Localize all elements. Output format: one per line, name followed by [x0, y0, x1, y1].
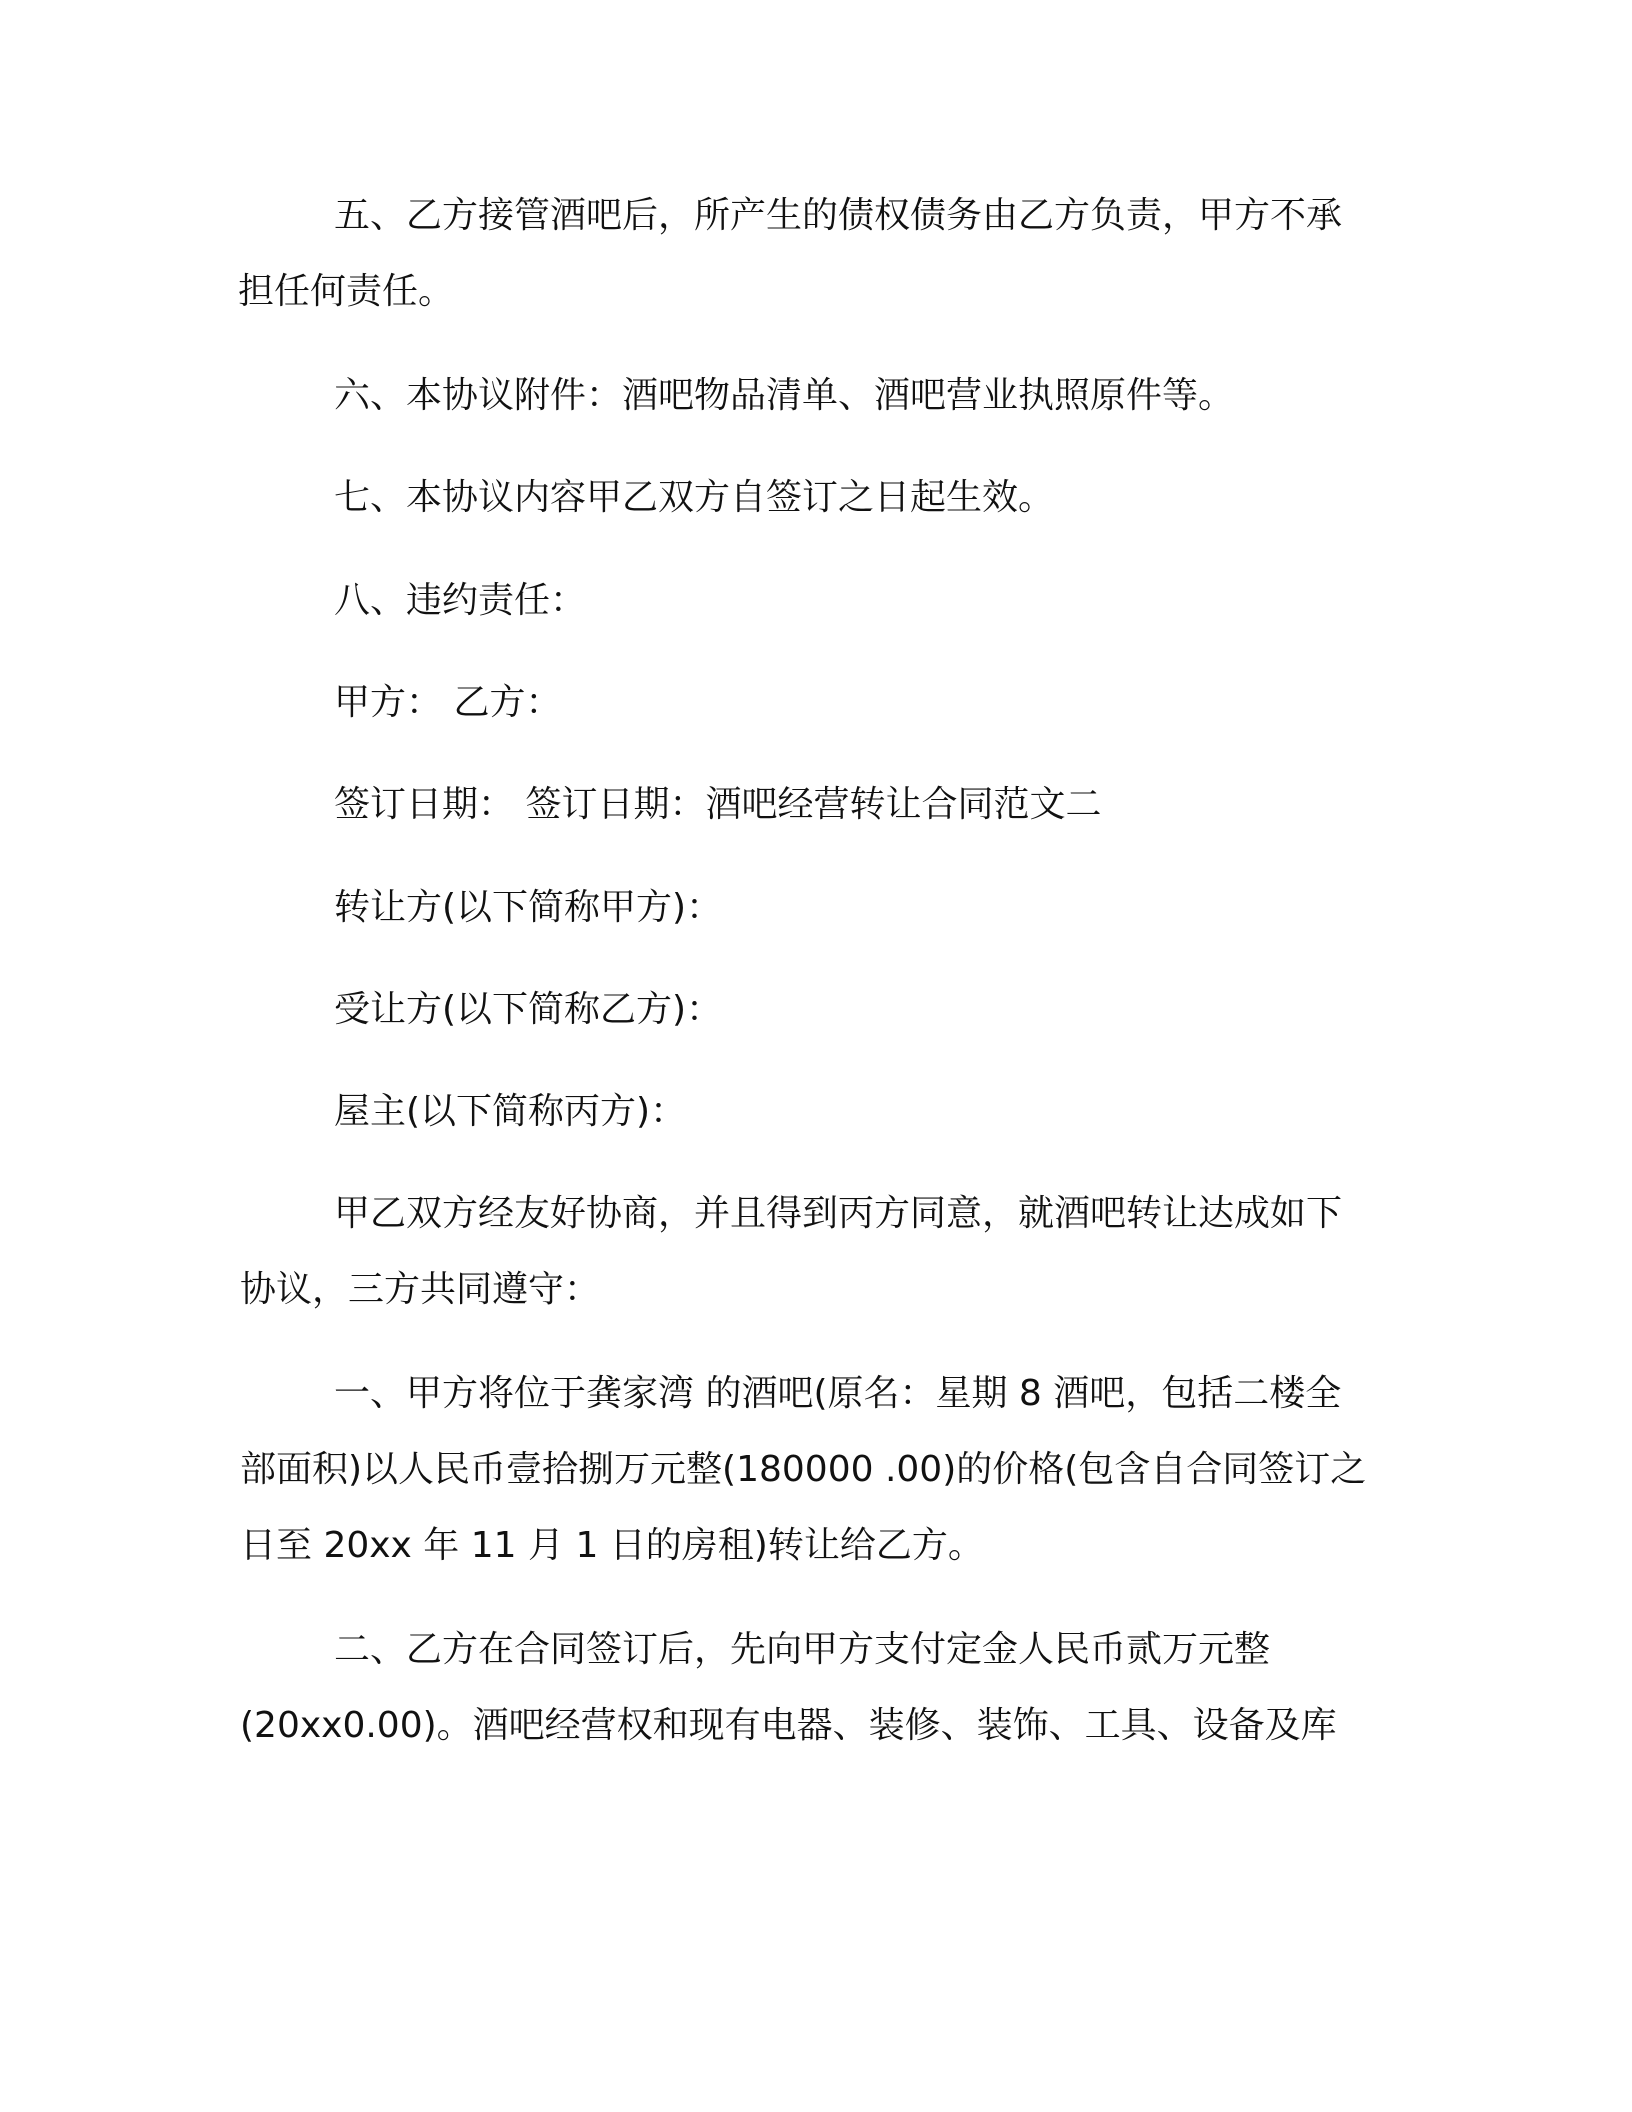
- clause-1: [240, 1356, 1380, 1584]
- clause-1-line-3: 日至 20xx 年 11 月 1 日的房租)转让给乙方。: [240, 1525, 984, 1566]
- clause-8: [240, 563, 1380, 639]
- clause-5: [240, 178, 1380, 330]
- clause-5-line-2: 担任何责任。: [238, 271, 455, 312]
- preamble-line-2: 协议，三方共同遵守：: [240, 1269, 601, 1310]
- clause-2-line-2: (20xx0.00)。酒吧经营权和现有电器、装修、装饰、工具、设备及库: [240, 1705, 1337, 1746]
- clause-1-line-1: 一、甲方将位于龚家湾 的酒吧(原名：星期 8 酒吧，包括二楼全: [334, 1373, 1342, 1414]
- clause-8-line-1: 八、违约责任：: [334, 580, 587, 621]
- owner-text: 屋主(以下简称丙方)：: [334, 1091, 687, 1132]
- clause-7: [240, 460, 1380, 536]
- signing-date-text: 签订日期： 签订日期：酒吧经营转让合同范文二: [334, 784, 1102, 825]
- clause-7-line-1: 七、本协议内容甲乙双方自签订之日起生效。: [334, 477, 1055, 518]
- clause-1-line-2: 部面积)以人民币壹拾捌万元整(180000 .00)的价格(包含自合同签订之: [240, 1449, 1367, 1490]
- preamble-paragraph: [240, 1176, 1380, 1328]
- clause-2-line-1: 二、乙方在合同签订后，先向甲方支付定金人民币贰万元整: [334, 1629, 1271, 1670]
- parties-line: [240, 665, 1380, 741]
- clause-6: [240, 358, 1380, 434]
- transferor-text: 转让方(以下简称甲方)：: [334, 887, 723, 928]
- signing-date-line: [240, 767, 1380, 843]
- owner-line: [240, 1074, 1380, 1150]
- transferee-line: [240, 972, 1380, 1048]
- preamble-line-1: 甲乙双方经友好协商，并且得到丙方同意，就酒吧转让达成如下: [334, 1193, 1343, 1234]
- clause-5-line-1: 五、乙方接管酒吧后，所产生的债权债务由乙方负责，甲方不承: [334, 195, 1343, 236]
- transferee-text: 受让方(以下简称乙方)：: [334, 989, 723, 1030]
- parties-text: 甲方： 乙方：: [334, 682, 562, 723]
- clause-6-line-1: 六、本协议附件：酒吧物品清单、酒吧营业执照原件等。: [334, 375, 1235, 416]
- transferor-line: [240, 870, 1380, 946]
- clause-2: [240, 1612, 1380, 1764]
